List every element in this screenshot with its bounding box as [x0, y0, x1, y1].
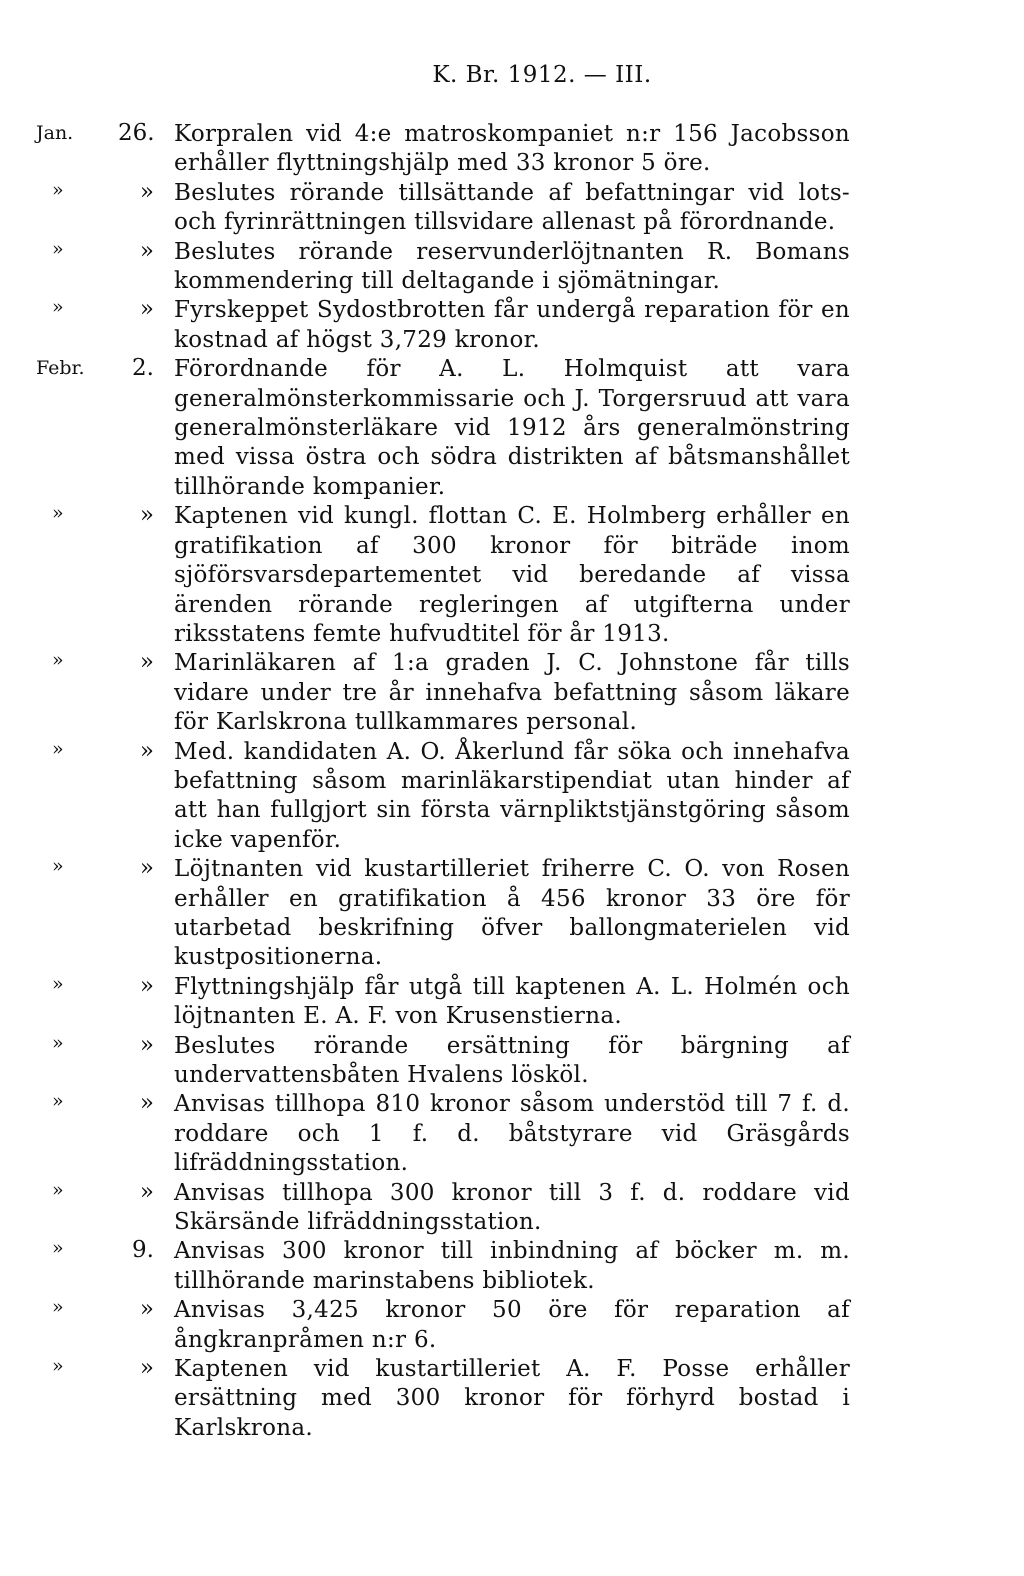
day-number: 2. [132, 355, 154, 382]
day-number: » [139, 296, 154, 323]
ditto-mark: » [52, 972, 64, 995]
entry-1 [0, 120, 1024, 179]
ditto-mark: » [52, 1031, 64, 1054]
entry-8 [0, 738, 1024, 856]
entry-text: Beslutes rörande tillsättande af befattningar vid lots- och fyrinrättningen tillsvidare allenast på förordnande. [174, 179, 850, 236]
entry-text: Anvisas tillhopa 810 kronor såsom understöd till 7 f. d. roddare och 1 f. d. båtstyrare vid Gräsgårds lifräddningsstation. [174, 1091, 850, 1177]
day-number: » [139, 1031, 154, 1058]
month-label: Jan. [36, 122, 74, 144]
entry-text: Anvisas 300 kronor till inbindning af böcker m. m. tillhörande marinstabens bibliotek. [174, 1238, 850, 1294]
ditto-mark: » [52, 1296, 64, 1319]
entry-4 [0, 296, 1024, 355]
entry-14 [0, 1237, 1024, 1296]
ditto-mark: » [52, 502, 64, 525]
ditto-mark: » [52, 649, 64, 672]
entry-text: Kaptenen vid kungl. flottan C. E. Holmberg erhåller en gratifikation af 300 kronor för biträde inom sjöförsvarsdepartementet vid beredande af vissa ärenden rörande regleringen af utgifterna under riksstatens femte hufvudtitel för år 1913. [174, 503, 850, 647]
entry-text: Beslutes rörande ersättning för bärgning af undervattensbåten Hvalens lösköl. [174, 1032, 850, 1088]
entry-13 [0, 1179, 1024, 1238]
entry-text: Fyrskeppet Sydostbrotten får undergå reparation för en kostnad af högst 3,729 kronor. [174, 297, 850, 353]
entry-text: Beslutes rörande reservunderlöjtnanten R. Bomans kommendering till deltagande i sjömätningar. [174, 238, 850, 295]
ditto-mark: » [52, 855, 64, 878]
day-number: » [139, 1178, 154, 1205]
day-number: » [139, 737, 154, 764]
entry-list [0, 120, 1024, 1443]
entry-3 [0, 238, 1024, 297]
day-number: » [139, 502, 154, 529]
entry-text: Med. kandidaten A. O. Åkerlund får söka och innehafva befattning såsom marinläkarstipendiat utan hinder af att han fullgjort sin första värnpliktstjänstgöring såsom icke vapenför. [174, 738, 850, 853]
day-number: » [139, 237, 154, 264]
entry-16 [0, 1355, 1024, 1443]
running-header: K. Br. 1912. — III. [432, 62, 652, 88]
day-number: » [139, 1296, 154, 1323]
entry-text: Kaptenen vid kustartilleriet A. F. Posse erhåller ersättning med 300 kronor för förhyrd bostad i Karlskrona. [174, 1356, 850, 1441]
entry-text: Korpralen vid 4:e matroskompaniet n:r 156 Jacobsson erhåller flyttningshjälp med 33 kronor 5 öre. [174, 121, 850, 177]
ditto-mark: » [52, 1090, 64, 1113]
entry-6 [0, 502, 1024, 649]
day-number: » [139, 1090, 154, 1117]
day-number: » [139, 178, 154, 205]
day-number: » [139, 649, 154, 676]
day-number: 9. [132, 1237, 154, 1264]
ditto-mark: » [52, 737, 64, 760]
entry-text: Marinläkaren af 1:a graden J. C. Johnstone får tills vidare under tre år innehafva befattning såsom läkare för Karlskrona tullkammares personal. [174, 650, 850, 736]
entry-text: Flyttningshjälp får utgå till kaptenen A. L. Holmén och löjtnanten E. A. F. von Krusenstierna. [174, 973, 850, 1030]
entry-9 [0, 855, 1024, 973]
entry-12 [0, 1090, 1024, 1178]
entry-11 [0, 1032, 1024, 1091]
ditto-mark: » [52, 1178, 64, 1201]
day-number: » [139, 1355, 154, 1382]
day-number: 26. [118, 120, 155, 146]
entry-15 [0, 1296, 1024, 1355]
entry-7 [0, 649, 1024, 737]
entry-10 [0, 973, 1024, 1032]
entry-text: Anvisas 3,425 kronor 50 öre för reparation af ångkranpråmen n:r 6. [174, 1297, 850, 1353]
day-number: » [139, 972, 154, 999]
day-number: » [139, 855, 154, 882]
entry-text: Förordnande för A. L. Holmquist att vara generalmönsterkommissarie och J. Torgersruud att vara generalmönsterläkare vid 1912 års generalmönstring med vissa östra och södra distrikten af båtsmanshållet tillhörande kompanier. [174, 356, 850, 500]
ditto-mark: » [52, 1237, 64, 1260]
ditto-mark: » [52, 237, 64, 260]
entry-5 [0, 355, 1024, 502]
ditto-mark: » [52, 296, 64, 319]
entry-text: Löjtnanten vid kustartilleriet friherre C. O. von Rosen erhåller en gratifikation å 456 kronor 33 öre för utarbetad beskrifning öfver ballongmaterielen vid kustpositionerna. [174, 856, 850, 971]
month-label: Febr. [36, 357, 85, 380]
entry-2 [0, 179, 1024, 238]
ditto-mark: » [52, 178, 64, 201]
entry-text: Anvisas tillhopa 300 kronor till 3 f. d. roddare vid Skärsände lifräddningsstation. [174, 1179, 850, 1236]
ditto-mark: » [52, 1355, 64, 1378]
